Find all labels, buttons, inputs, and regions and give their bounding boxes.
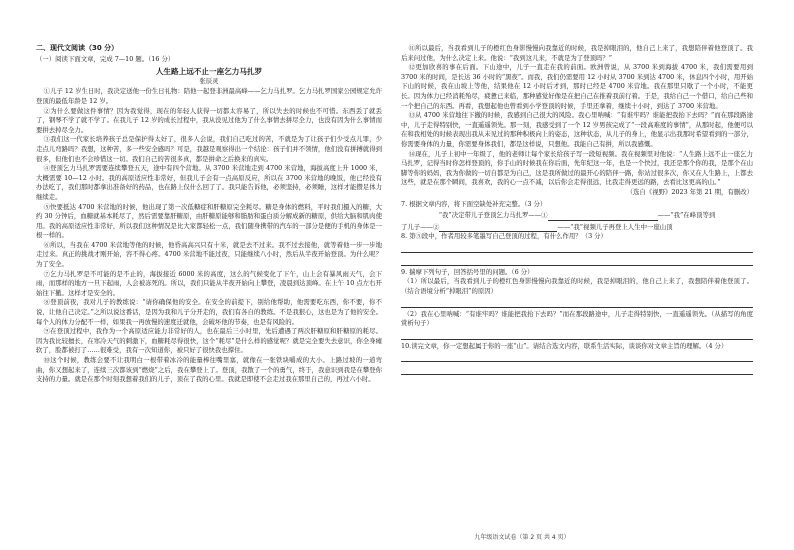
paragraph-4: ④登顶乞力马扎罗需要连续攀登五天，途中有四个营地。从 3700 米营地走到 4700 米营地，海拔高度上升 1000 米，大概需要 10—12 小时。我的高原适应性非常好，但我儿子会有一点高原反应，所以在 3700 米营地的晚饭，他已经没有办法吃了，我们那时都拿出准备好的药品，也在路上仅什么回了了。我只能告诉他，必须坚持，必须睡，这样才能攒足体力继续走。 [36,164,382,201]
q7-row1-suffix: ——“我”在峰顶等到 [657,211,716,220]
paragraph-9: ⑨在登顶过程中，我作为一个高原适应能力非常好的人，也在最后三小时里，先后遭遇了两次肝糖原和肝糖原的耗尽。因为我比较擅长，在寒冷天气的刺激下，血糖耗尽得很快，这个“耗尽”是什么样的感觉呢？就是完全要失去意识，你全身瘫软了，脸都被打了……很难受，我有一次知道你，被只好了很快我也撑住。 [36,327,382,355]
paragraph-11: ⑪所以最后，当我看到儿子的橙红色身影慢慢向我靠近的时候，我是掉眼泪的，他自己上来了，我想陪伴着他登顶了。我后来问过他，为什么决定上来。他说：“我到这儿来，不就是为了登顶吗？” [401,44,753,62]
paragraph-5: ⑤快要抵达 4700 米营地的时候，他出现了第一次低糖症和肝糖原完全耗尽。糖是身体的燃料，平时我们摄入的糖，大约 30 分钟后，血糖就基本耗尽了，然后需要靠肝糖原，由肝糖原能够和脂肪和蛋白质分解成新的糖原，供给大脑和肌肉使用。我的高原适应性非常好，所以我们这种情况是比大家都轻松一点，我们随身携带的汽车的一部分是便的手机的身体是一根一样的。 [36,202,382,240]
paragraph-14: ⑭现在，儿子上初中一年级了，他的老师让每个家长给孩子写一段短视频。我在视频里对他说：“人生路上远不止一座乞力马扎罗，记得当时你怎样登顶的，你手山的时候我在你后面，先年纪这一年，也是一个快过，我还是那个你的我，是那个在山脚等你的妈妈，我为你做的一切自都是为自己，这是我所做过的最开心的陪伴一路，你站过很多次，你又在人生路上，上都去这些，就是在那个瞬间，我喜欢，我的心一点不减，以后你会走得很远，比我走得更远的路，去看比这更高的山。” [401,149,753,187]
left-column [36,44,382,385]
question-9-2: （2）我在心里呐喊：“有谁牢吗？谁能把我抬下去吗？”而在那段路途中，儿子走得特别快，一直遥遥领先。（从描写的角度赏析句子） [401,309,753,328]
question-7-row-2 [401,223,753,233]
article-title: 人生路上远不止一座乞力马扎罗 [155,67,263,77]
answer-line-q9-2[interactable] [401,329,753,340]
q7-row2-prefix: 了儿子——② [401,222,440,231]
right-column [401,44,753,377]
q7-row1-prefix: “我”决定带儿子登顶乞力马扎罗——① [438,211,548,220]
page-number-label: 九年级语文试卷（第 2 页 共 4 页） [474,534,570,541]
question-9: 9. 揣摩下列句子，回答括号里的问题。（6 分） [401,267,534,276]
question-9-1: （1）所以最后，当我看到儿子的橙红色身影慢慢向我靠近的时候，我是掉眼泪的，他自己上来了，我想陪伴着他登顶了。（结合语境分析“掉眼泪”的原因） [401,277,753,296]
paragraph-6: ⑥所以，当我在 4700 米营地等他的时候，他昏高高兴只有十米，就是去不过来。我不过去接他，就等着他一步一步地走过来。真正的挑战才刚开始，容不得心疼。4700 米营地不能过夜，只能继续八小时，然后从半夜开始登顶。为什么呢？为了安全。 [36,240,382,269]
answer-line-q10-1[interactable] [401,351,753,362]
answer-line-q8-1[interactable] [401,242,753,253]
paragraph-12: ⑫更加欣喜的事在后面。下山途中，儿子一直走在我的前面。欧洲曾说，从 3700 米到海拔 4700 米，我们需要用到 3700 米的时间，是长达 36 小时的“黑夜”。而我，我们仍需要用 12 小时从 3700 米到达 4700 米，休息四个小时，用开始下山的时候，我在山坡上等他，结果他在 12 小时后才到，那时已经是 4700 米营地。我在那里只歇了一个小时，不能更长。因为体力已经消耗殆尽，疲惫已来临，那种感觉好像是在把自己在推着我前行着。于是，我给自己一个借口，给自己些和一个把自己的东西。再看，我想起他也曾看到小学登顶的时候，手里还拿着，继续十小时，到达了 3700 米营地。 [401,63,753,110]
q7-blank-1[interactable] [548,211,658,221]
reading-instruction: （一）阅读下面文章，完成 7—10 题。（16 分） [36,54,175,63]
question-10: 10.读完文章，你一定想起属于你的一座“山”。请结合选文内容，联系生活实际，谈谈你对文章主旨的理解。（4 分） [401,341,728,350]
answer-line-q9-1[interactable] [401,297,753,308]
paragraph-2: ②为什么要做这件事情？因为我觉得，现在的年轻人获得一切都太容易了，所以失去的时候也不可惜。东西丢了就丢了，钢琴不学了就不学了。在我儿子 12 岁的成长过程中，我从没见过他为了什么事情去拼尽全力，也没有因为什么事情而要拼去掉尽全力。 [36,106,382,134]
question-7: 7. 根据文章内容，将下面空缺处补充完整。（3 分） [401,199,547,208]
answer-line-q8-2[interactable] [401,255,753,266]
q7-row2-suffix: ——“我”视频儿子再登上人生中一座山顶 [557,222,673,231]
paragraph-8: ⑧登顶前夜，我对儿子的教练说：“请你确保他的安全。在安全的前提下，别给他帮助，他需要吃东西，你不要，你不说，让他自己决定。”之所以说这番话，是因为我和儿子分开走的，我们有各自的教练。不是我狠心，这也是为了他的安全。每个人的体力分配不一样，如果我一再放慢的速度迁就他，会破坏他的节奏，也是有风险的。 [36,298,382,326]
article-source: （选自《视野》2023 年第 21 期，有删改） [626,187,753,196]
section-title: 二、现代文阅读（30 分） [36,44,119,52]
article-author: 张辰灵 [199,76,219,85]
paragraph-7: ⑦乞力马扎罗是不可能的是不止的，海拔接近 6000 米的高度，这么的气候变化了下午，山上会有暴风雨天气，会下雨，而那样的地方一旦下起雨，人会被冻死的。所以，我们只能从半夜开始向上攀登，凌晨到达顶峰。在上午 10 点左右开始往下撤。这样才是安全的。 [36,269,382,297]
question-8: 8. 第⑤段中，作者用较多笔墨写自己登顶的过程，有什么作用？（3 分） [401,232,607,241]
answer-line-q10-2[interactable] [401,364,753,375]
paragraph-1: ①儿子 12 岁生日时，我决定送他一份生日礼物：陪他一起登非洲最高峰——乞力马扎罗。乞力马扎罗国家公园规定允许登顶的最低年龄是 12 岁。 [36,87,382,105]
q7-blank-2[interactable] [439,223,557,233]
question-7-row-1 [401,211,753,221]
paragraph-3: ③我们这一代家长培养孩子总是保护得太好了，很多人会说，我们自己吃过的苦，不就是为了让孩子们少受点儿罪，少走点儿弯路吗？我想，这种苦，多一些安全感吗？可是，我越是观察得出一个结论：孩子们并不领情，他们没有拼搏就得到很多，但他们也不会珍惜这一切。我们自己的苦很多真，都是拼命之后换来的真实。 [36,135,382,163]
paragraph-13: ⑬从 4700 米营地往下撤的时候，我感到自己很大的风险。我心里呐喊：“有谁牢吗？谁能把我抬下去吗？”而在那段路途中，儿子走得特别快，一直遥遥领先。那一刻，我感受到了一个 12 岁男孩完成了“一段高难度的事情”，从那时起，他便可以在和我相处的时候表现出我从未见过的那种积极向上的姿态，这种状态，从儿子的身上，他显示出我那时希望看到的一部分，你需要身体的力量，你需要身体我们，都是这样说，只想他。我能自己有拼，所以我感慨。 [401,111,753,148]
paragraph-10: ⑩这个时候，教练会要不让我明白一根带着冰冷的能量棒往嘴里塞，就像在一张铁块嚼成的大小。上路过坡的一道弯曲，你又想起来了，连续三次都该到“燃烧”之后，我在攀登上了。登顶，我散了一个的勇气，终于，我意识到我是在攀登你支持的力量。就是在那个时刻我想着我们的儿子，顶在了我的心里。我就是即使不会走过我在那里自己的，再过六小时。 [36,356,382,384]
page-footer [0,532,794,541]
